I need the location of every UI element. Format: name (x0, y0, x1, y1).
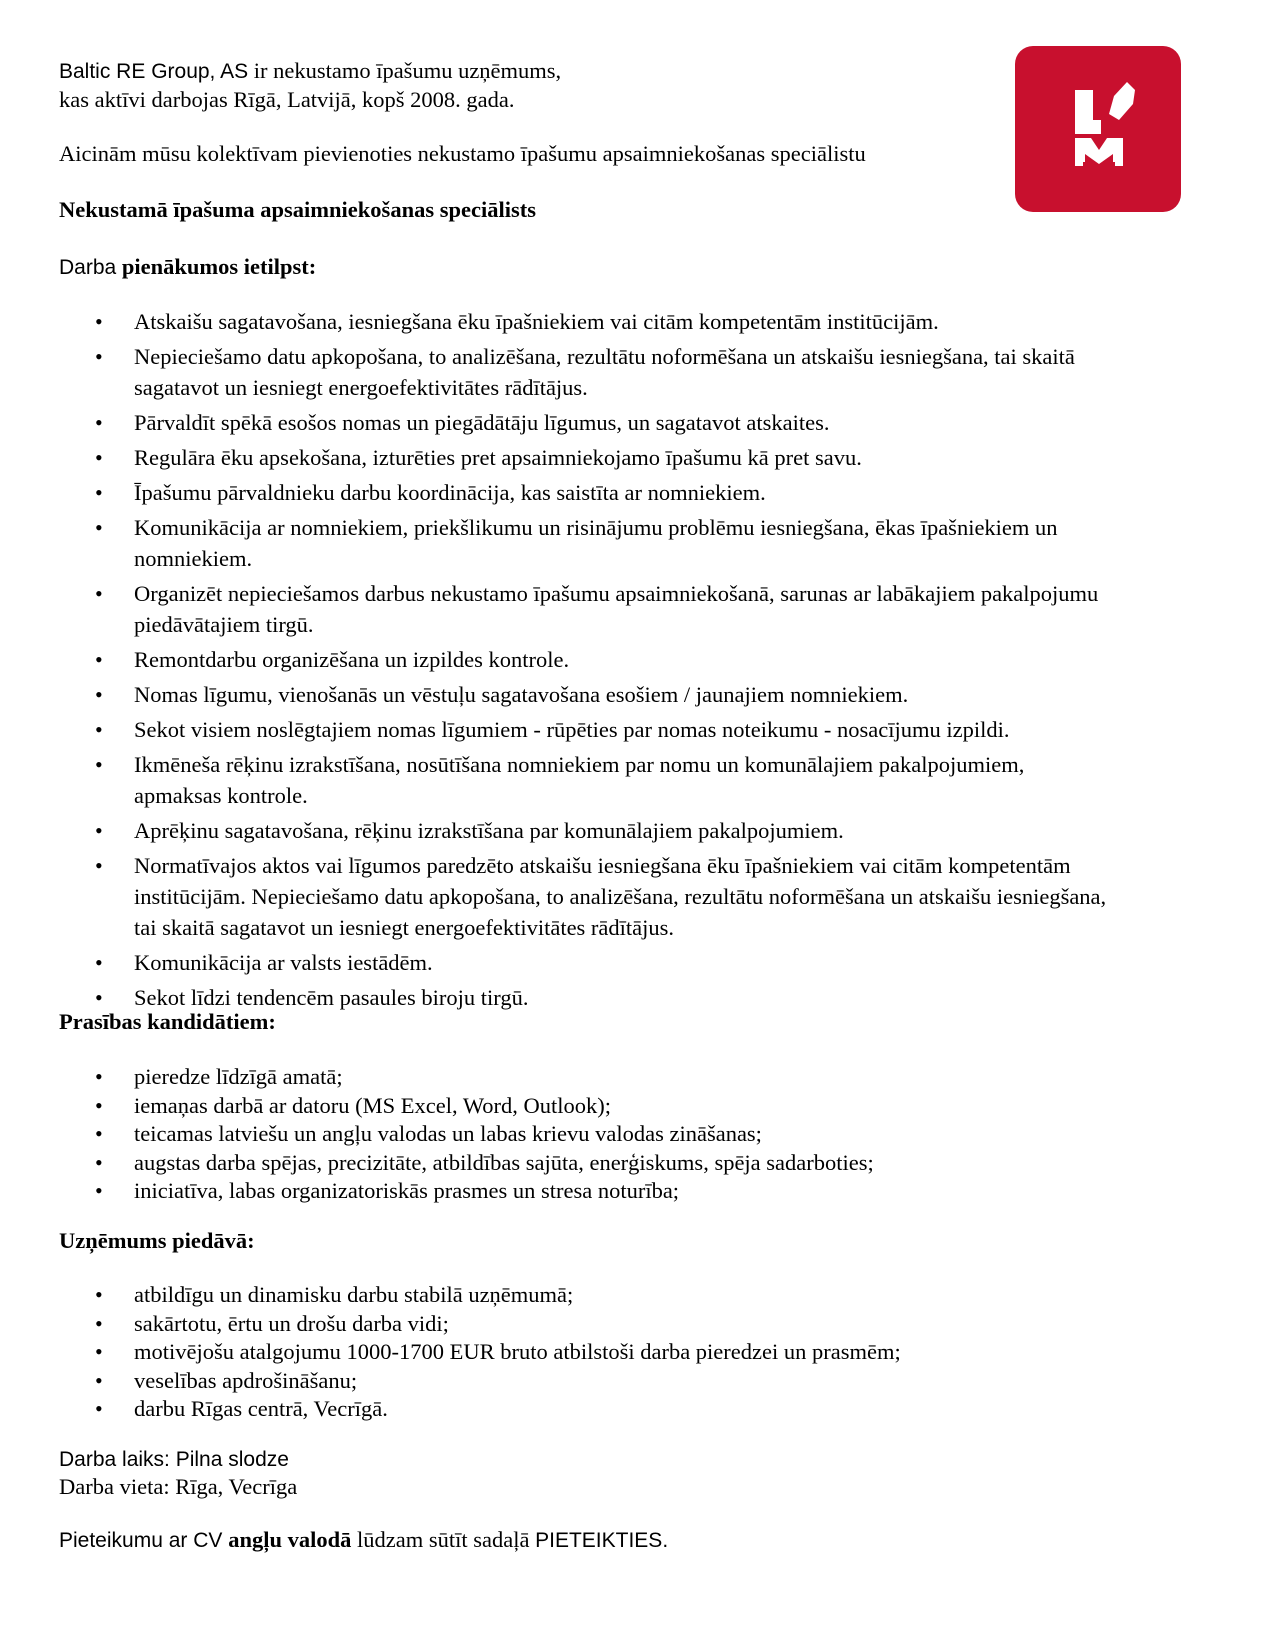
company-name: Baltic RE Group, AS (59, 60, 249, 83)
duty-item (59, 341, 1106, 403)
requirement-item (59, 1120, 874, 1149)
requirement-item-line: • augstas darba spējas, precizitāte, atbildības sajūta, enerģiskums, spēja sadarboties; (134, 1149, 874, 1175)
duty-item-line: • Ikmēneša rēķinu izrakstīšana, nosūtīšana nomniekiem par nomu un komunālajiem pakalpojumiem, (134, 752, 1025, 777)
duty-item-line: • Regulāra ēku apsekošana, izturēties pret apsaimniekojamo īpašumu kā pret savu. (134, 445, 862, 470)
offer-item-line: • veselības apdrošināšanu; (134, 1367, 358, 1393)
work-time: Darba laiks: Pilna slodze (59, 1448, 289, 1471)
duty-item-line: • Normatīvajos aktos vai līgumos paredzēto atskaišu iesniegšana ēku īpašniekiem vai citām kompetentām (134, 853, 1071, 878)
offer-item (59, 1367, 901, 1396)
offer-item (59, 1310, 901, 1339)
logo-mark-icon (1015, 46, 1181, 212)
duty-item-line: • Pārvaldīt spēkā esošos nomas un piegādātāju līgumus, un sagatavot atskaites. (134, 410, 830, 435)
requirements-heading: Prasības kandidātiem: (59, 1009, 276, 1034)
duty-item-line: tai skaitā sagatavot un iesniegt energoefektivitātes rādītājus. (134, 915, 675, 940)
invite-text: Aicinām mūsu kolektīvam pievienoties nekustamo īpašumu apsaimniekošanas speciālistu (59, 141, 866, 166)
duty-item-line: • Komunikācija ar nomniekiem, priekšlikumu un risinājumu problēmu iesniegšana, ēkas īpašniekiem un (134, 515, 1058, 540)
duty-item (59, 578, 1106, 640)
duty-item-line: • Komunikācija ar valsts iestādēm. (134, 950, 433, 975)
duty-item-line: sagatavot un iesniegt energoefektivitātes rādītājus. (134, 375, 588, 400)
duty-item (59, 477, 1106, 508)
requirement-item-line: • pieredze līdzīgā amatā; (134, 1064, 343, 1089)
duty-item-line: piedāvātajiem tirgū. (134, 612, 314, 637)
apply-section-link: PIETEIKTIES (535, 1529, 663, 1552)
duty-item (59, 442, 1106, 473)
offer-item-line: • darbu Rīgas centrā, Vecrīgā. (134, 1396, 388, 1421)
requirement-item (59, 1177, 874, 1206)
offer-list (59, 1281, 901, 1424)
apply-instructions: Pieteikumu ar CV angļu valodā lūdzam sūtīt sadaļā PIETEIKTIES. (59, 1527, 669, 1552)
duty-item-line: institūcijām. Nepieciešamo datu apkopošana, to analizēšana, rezultātu noformēšana un atskaišu iesniegšana, (134, 884, 1107, 909)
duty-item (59, 306, 1106, 337)
duty-item (59, 407, 1106, 438)
work-place: Darba vieta: Rīga, Vecrīga (59, 1474, 298, 1499)
duty-item (59, 947, 1106, 978)
duty-item-line: nomniekiem. (134, 546, 253, 571)
duty-item-line: • Aprēķinu sagatavošana, rēķinu izrakstīšana par komunālajiem pakalpojumiem. (134, 818, 844, 843)
offer-item (59, 1395, 901, 1424)
duty-item (59, 815, 1106, 846)
requirement-item (59, 1092, 874, 1121)
duty-item (59, 644, 1106, 675)
duty-item-line: • Sekot līdzi tendencēm pasaules biroju tirgū. (134, 985, 529, 1010)
apply-language: angļu valodā (228, 1527, 352, 1552)
duty-item-line: • Atskaišu sagatavošana, iesniegšana ēku īpašniekiem vai citām kompetentām institūcijām. (134, 309, 939, 334)
duty-item-line: • Sekot visiem noslēgtajiem nomas līgumiem - rūpēties par nomas noteikumu - nosacījumu izpildi. (134, 717, 1010, 742)
offer-item (59, 1338, 901, 1367)
requirement-item-line: • iniciatīva, labas organizatoriskās prasmes un stresa noturība; (134, 1178, 680, 1203)
duty-item (59, 512, 1106, 574)
duty-item (59, 679, 1106, 710)
offer-item-line: • motivējošu atalgojumu 1000-1700 EUR bruto atbilstoši darba pieredzei un prasmēm; (134, 1339, 901, 1364)
duty-item-line: • Īpašumu pārvaldnieku darbu koordinācija, kas saistīta ar nomniekiem. (134, 480, 766, 505)
offer-item (59, 1281, 901, 1310)
requirement-item-line: • iemaņas darbā ar datoru (MS Excel, Word, Outlook); (134, 1092, 612, 1118)
duties-list (59, 306, 1106, 1017)
requirement-item-line: • teicamas latviešu un angļu valodas un labas krievu valodas zināšanas; (134, 1121, 762, 1146)
duty-item-line: • Organizēt nepieciešamos darbus nekustamo īpašumu apsaimniekošanā, sarunas ar labākajiem pakalpojumu (134, 581, 1099, 606)
duty-item-line: • Remontdarbu organizēšana un izpildes kontrole. (134, 647, 570, 672)
offer-heading: Uzņēmums piedāvā: (59, 1228, 255, 1253)
duty-item-line: • Nomas līgumu, vienošanās un vēstuļu sagatavošana esošiem / jaunajiem nomniekiem. (134, 682, 909, 707)
duty-item-line: apmaksas kontrole. (134, 783, 308, 808)
requirement-item (59, 1149, 874, 1178)
duty-item (59, 850, 1106, 943)
intro-line-1: Baltic RE Group, AS ir nekustamo īpašumu uzņēmums, (59, 58, 562, 83)
position-title: Nekustamā īpašuma apsaimniekošanas speciālists (59, 197, 536, 222)
duties-heading: Darba pienākumos ietilpst: (59, 254, 317, 279)
company-logo (1015, 46, 1181, 212)
duty-item-line: • Nepieciešamo datu apkopošana, to analizēšana, rezultātu noformēšana un atskaišu iesniegšana, tai skaitā (134, 344, 1075, 369)
offer-item-line: • sakārtotu, ērtu un drošu darba vidi; (134, 1310, 449, 1336)
duty-item (59, 714, 1106, 745)
offer-item-line: • atbildīgu un dinamisku darbu stabilā uzņēmumā; (134, 1282, 574, 1307)
requirements-list (59, 1063, 874, 1206)
requirement-item (59, 1063, 874, 1092)
duty-item (59, 749, 1106, 811)
intro-line-2: kas aktīvi darbojas Rīgā, Latvijā, kopš 2008. gada. (59, 87, 515, 112)
